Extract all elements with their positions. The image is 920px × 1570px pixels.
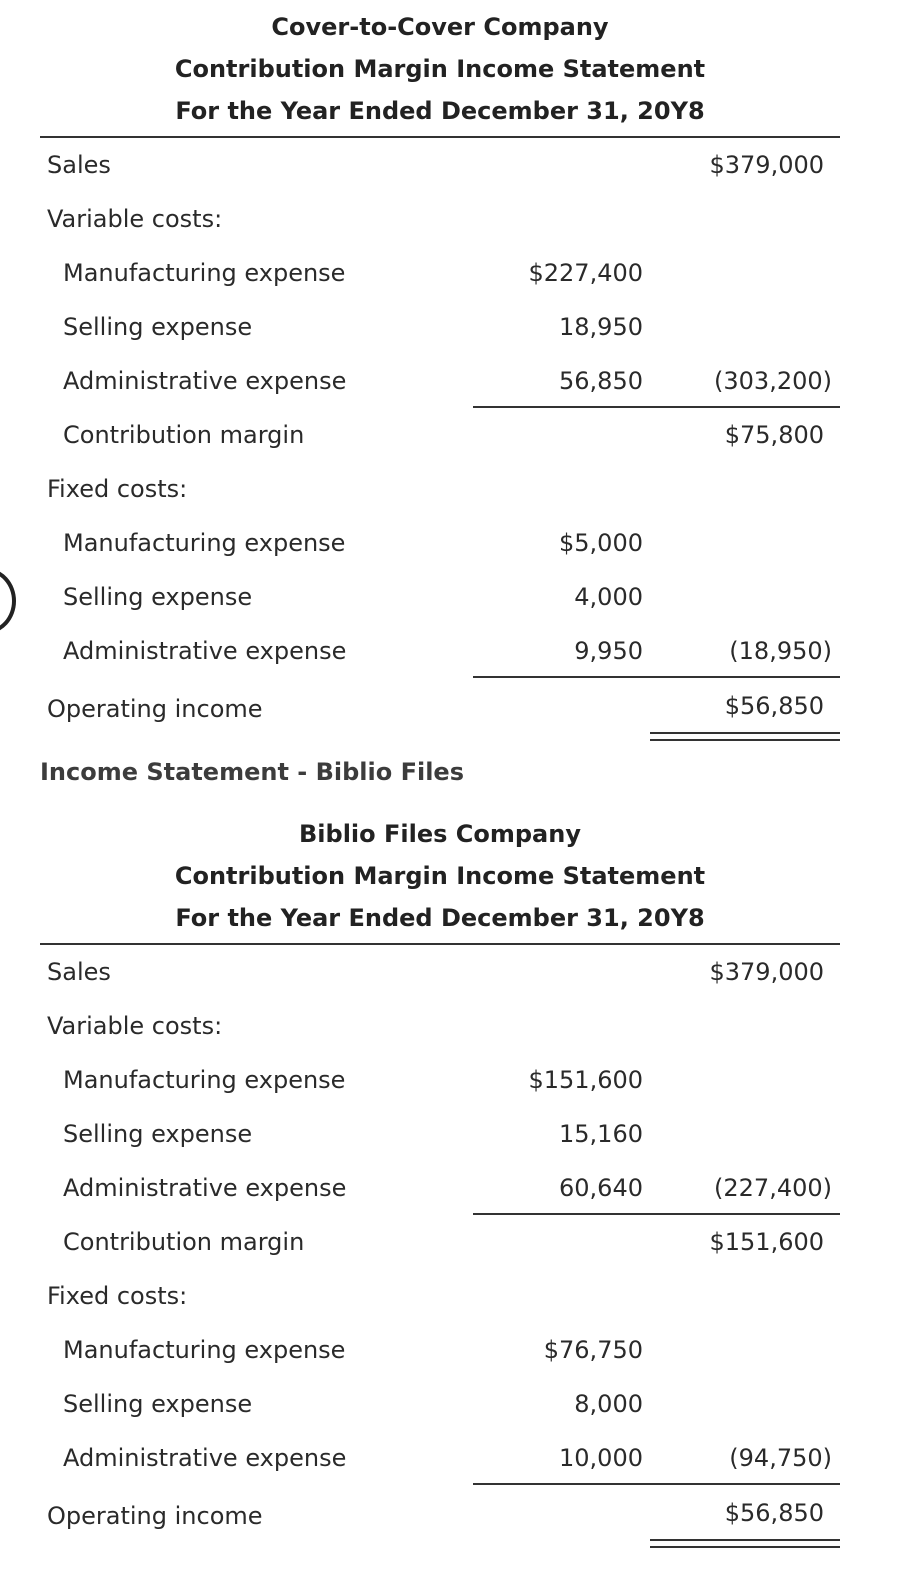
line-item-label: Administrative expense bbox=[63, 637, 347, 665]
fixed-costs-heading-row bbox=[40, 1269, 840, 1323]
operating-income-label: Operating income bbox=[47, 695, 263, 723]
fixed-costs-total: (94,750) bbox=[729, 1444, 832, 1472]
sales-label: Sales bbox=[47, 151, 111, 179]
operating-income-total: $56,850 bbox=[724, 692, 824, 720]
line-item-label: Selling expense bbox=[63, 583, 253, 611]
fixed-cost-row bbox=[40, 1323, 840, 1377]
contribution-margin-total: $75,800 bbox=[724, 421, 824, 449]
section-title: Income Statement - Biblio Files bbox=[40, 758, 464, 786]
line-item-label: Selling expense bbox=[63, 1120, 253, 1148]
sales-row bbox=[40, 945, 840, 999]
sales-label: Sales bbox=[47, 958, 111, 986]
statement-title: Contribution Margin Income Statement bbox=[174, 862, 706, 890]
line-item-amount: $5,000 bbox=[559, 529, 643, 557]
operating-income-label: Operating income bbox=[47, 1502, 263, 1530]
variable-costs-heading-row bbox=[40, 999, 840, 1053]
variable-costs-total: (227,400) bbox=[714, 1174, 832, 1202]
line-item-amount: 56,850 bbox=[559, 367, 643, 395]
line-item-amount: $151,600 bbox=[528, 1066, 643, 1094]
contribution-margin-row bbox=[40, 408, 840, 462]
sales-total: $379,000 bbox=[709, 958, 824, 986]
double-underline bbox=[650, 732, 840, 741]
line-item-amount: 9,950 bbox=[574, 637, 643, 665]
company-name: Cover-to-Cover Company bbox=[271, 13, 609, 41]
sales-row bbox=[40, 138, 840, 192]
line-item-amount: 60,640 bbox=[559, 1174, 643, 1202]
fixed-costs-heading-row bbox=[40, 462, 840, 516]
operating-income-row bbox=[40, 1485, 840, 1545]
operating-income-row bbox=[40, 678, 840, 738]
income-statement-biblio-files bbox=[40, 813, 840, 1545]
line-item-amount: 15,160 bbox=[559, 1120, 643, 1148]
fixed-costs-total: (18,950) bbox=[729, 637, 832, 665]
variable-costs-total: (303,200) bbox=[714, 367, 832, 395]
variable-cost-row bbox=[40, 1053, 840, 1107]
fixed-cost-row bbox=[40, 1431, 840, 1485]
line-item-label: Manufacturing expense bbox=[63, 1066, 346, 1094]
fixed-costs-label: Fixed costs: bbox=[47, 475, 188, 503]
line-item-label: Administrative expense bbox=[63, 1174, 347, 1202]
line-item-label: Selling expense bbox=[63, 313, 253, 341]
income-statement-cover-to-cover bbox=[40, 6, 840, 738]
contribution-margin-label: Contribution margin bbox=[63, 421, 305, 449]
sales-total: $379,000 bbox=[709, 151, 824, 179]
company-name: Biblio Files Company bbox=[299, 820, 581, 848]
line-item-label: Manufacturing expense bbox=[63, 529, 346, 557]
variable-cost-row bbox=[40, 246, 840, 300]
contribution-margin-label: Contribution margin bbox=[63, 1228, 305, 1256]
variable-cost-row bbox=[40, 1107, 840, 1161]
fixed-cost-row bbox=[40, 624, 840, 678]
variable-cost-row bbox=[40, 300, 840, 354]
line-item-amount: 4,000 bbox=[574, 583, 643, 611]
statement-period: For the Year Ended December 31, 20Y8 bbox=[175, 97, 705, 125]
contribution-margin-row bbox=[40, 1215, 840, 1269]
variable-cost-row bbox=[40, 354, 840, 408]
line-item-amount: 18,950 bbox=[559, 313, 643, 341]
line-item-label: Administrative expense bbox=[63, 1444, 347, 1472]
contribution-margin-total: $151,600 bbox=[709, 1228, 824, 1256]
statement-period: For the Year Ended December 31, 20Y8 bbox=[175, 904, 705, 932]
line-item-amount: $227,400 bbox=[528, 259, 643, 287]
line-item-label: Manufacturing expense bbox=[63, 259, 346, 287]
line-item-amount: 10,000 bbox=[559, 1444, 643, 1472]
line-item-amount: 8,000 bbox=[574, 1390, 643, 1418]
variable-costs-heading-row bbox=[40, 192, 840, 246]
statement-title: Contribution Margin Income Statement bbox=[174, 55, 706, 83]
double-underline bbox=[650, 1539, 840, 1548]
fixed-cost-row bbox=[40, 516, 840, 570]
fixed-cost-row bbox=[40, 570, 840, 624]
operating-income-total: $56,850 bbox=[724, 1499, 824, 1527]
cursor-circle-icon bbox=[0, 568, 16, 634]
line-item-amount: $76,750 bbox=[543, 1336, 643, 1364]
variable-costs-label: Variable costs: bbox=[47, 205, 223, 233]
line-item-label: Administrative expense bbox=[63, 367, 347, 395]
fixed-cost-row bbox=[40, 1377, 840, 1431]
line-item-label: Selling expense bbox=[63, 1390, 253, 1418]
fixed-costs-label: Fixed costs: bbox=[47, 1282, 188, 1310]
variable-costs-label: Variable costs: bbox=[47, 1012, 223, 1040]
variable-cost-row bbox=[40, 1161, 840, 1215]
line-item-label: Manufacturing expense bbox=[63, 1336, 346, 1364]
